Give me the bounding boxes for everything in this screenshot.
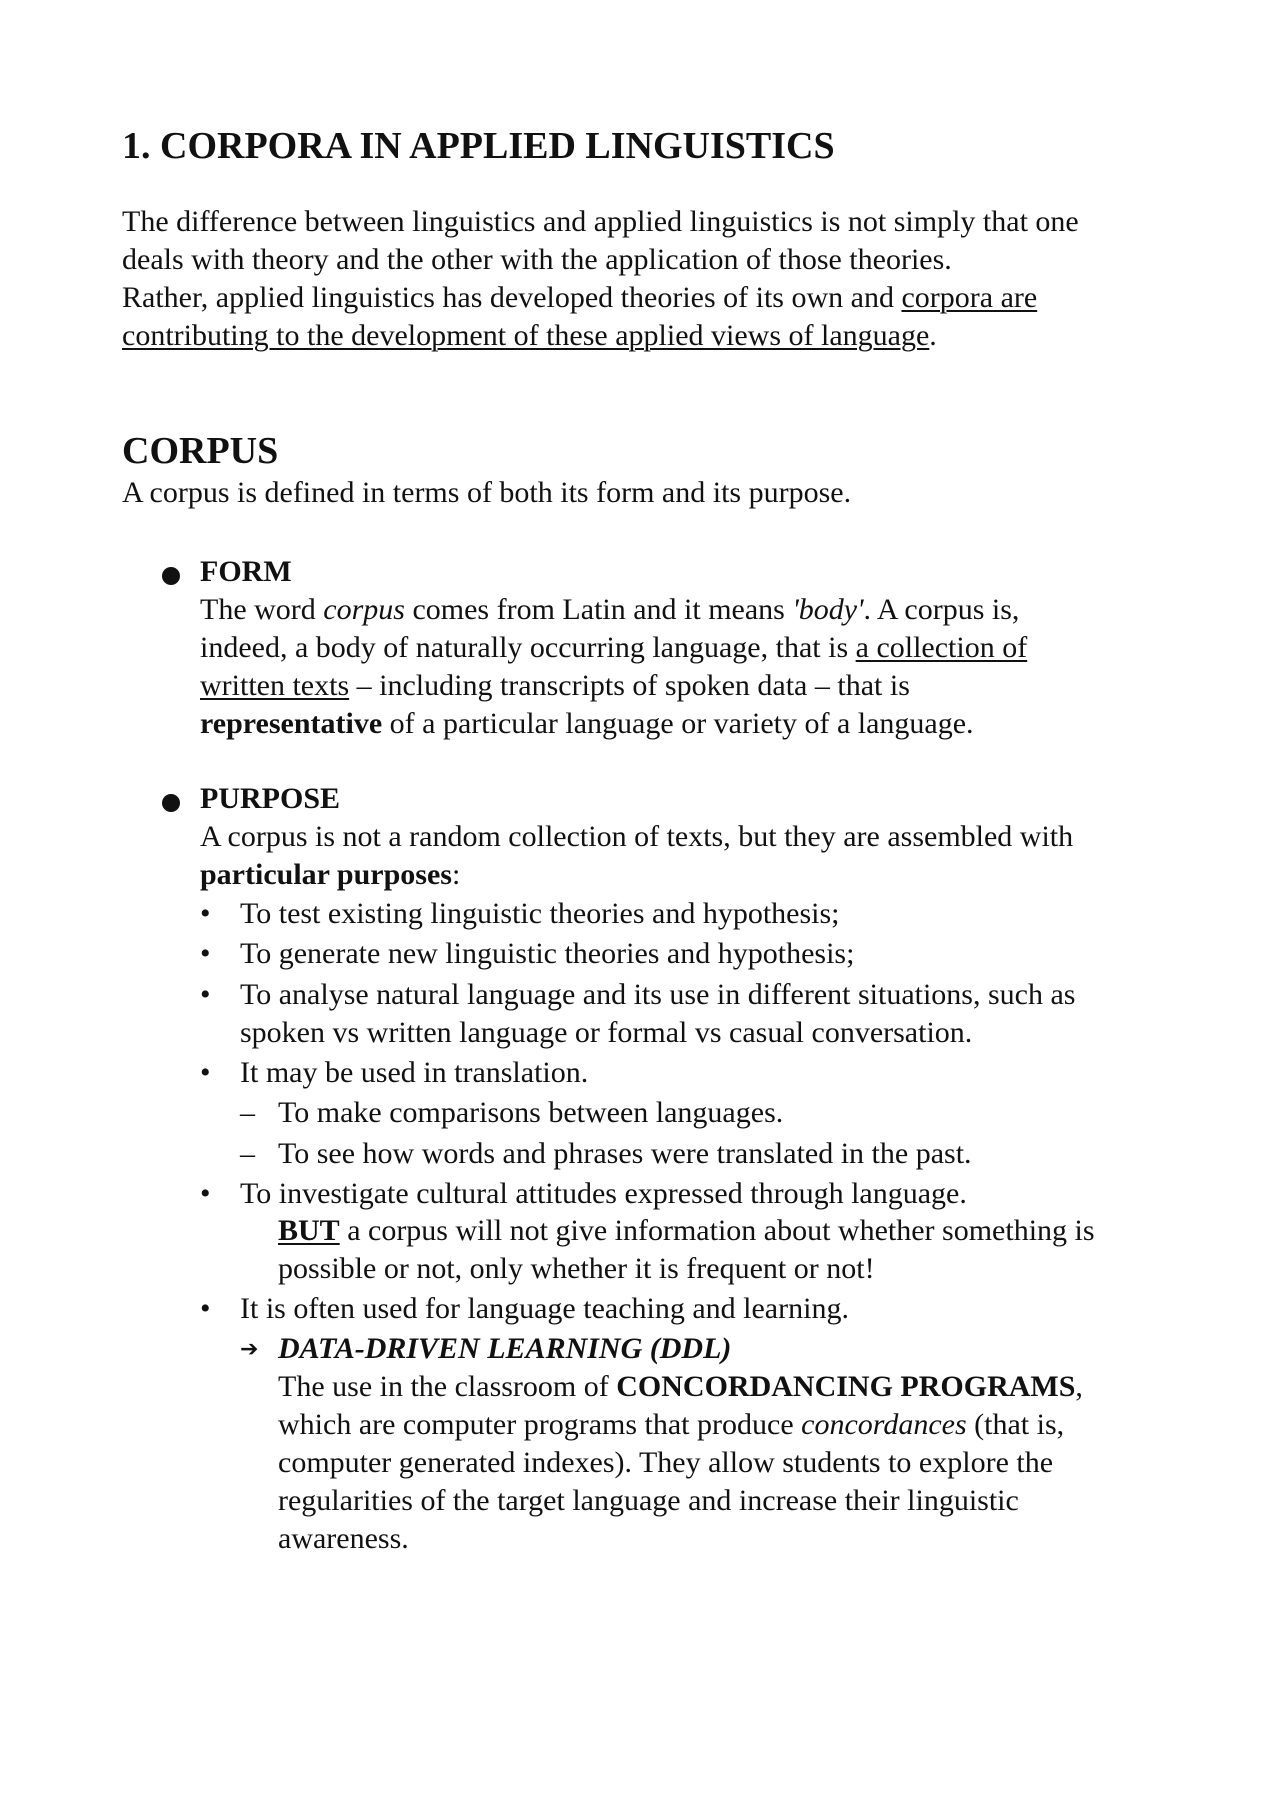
intro-period: . (929, 319, 937, 352)
intro-underlined-phrase-2: contributing to the development of these applied views of language (122, 319, 930, 352)
bullet-marker: • (200, 1177, 211, 1210)
form-representative-term: representative (200, 707, 383, 740)
form-heading: FORM (200, 555, 292, 588)
corpus-definition: A corpus is defined in terms of both its form and its purpose. (122, 476, 852, 509)
dash-marker: – (240, 1137, 255, 1170)
form-underlined-phrase: a collection of (855, 631, 1028, 664)
form-section (200, 553, 1027, 743)
intro-line-1: The difference between linguistics and applied linguistics is not simply that one (122, 205, 1079, 238)
form-body-term: 'body' (792, 593, 864, 626)
ddl-text: , (1075, 1370, 1083, 1403)
but-note-text: possible or not, only whether it is frequent or not! (278, 1252, 875, 1285)
form-text: The word (200, 593, 324, 626)
list-item-text (240, 976, 1075, 1052)
list-item-text: It is often used for language teaching and learning. (240, 1292, 849, 1325)
intro-underlined-phrase-1: corpora are (901, 281, 1038, 314)
bullet-marker: • (200, 937, 211, 970)
page-title: 1. CORPORA IN APPLIED LINGUISTICS (122, 125, 835, 167)
purpose-text: A corpus is not a random collection of texts, but they are assembled with (200, 820, 1074, 853)
purpose-colon: : (451, 858, 461, 891)
sub-list-item-text: To see how words and phrases were translated in the past. (278, 1137, 972, 1170)
but-note (278, 1212, 1095, 1288)
ddl-text: The use in the classroom of (278, 1370, 617, 1403)
ddl-heading: DATA-DRIVEN LEARNING (DDL) (278, 1332, 732, 1365)
form-corpus-term: corpus (323, 593, 405, 626)
bullet-marker: • (200, 1292, 211, 1325)
intro-line-2: deals with theory and the other with the application of those theories. (122, 243, 952, 276)
form-text: comes from Latin and it means (404, 593, 793, 626)
list-item-text: To investigate cultural attitudes expressed through language. (240, 1177, 967, 1210)
purpose-bold-phrase: particular purposes (200, 858, 452, 891)
list-item-text: To test existing linguistic theories and hypothesis; (240, 897, 840, 930)
bullet-marker: • (200, 897, 211, 930)
purpose-section (200, 780, 1073, 894)
ddl-description (278, 1368, 1083, 1558)
form-text: indeed, a body of naturally occurring language, that is (200, 631, 856, 664)
but-note-text: a corpus will not give information about whether something is (339, 1214, 1095, 1247)
arrow-icon: ➔ (240, 1336, 259, 1361)
purpose-bullet-dot (162, 794, 180, 812)
ddl-text: which are computer programs that produce (278, 1408, 802, 1441)
list-item-text: To generate new linguistic theories and hypothesis; (240, 937, 855, 970)
form-text: – including transcripts of spoken data – that is (349, 669, 910, 702)
ddl-text: awareness. (278, 1522, 409, 1555)
list-item-line: To analyse natural language and its use in different situations, such as (240, 978, 1076, 1011)
form-text: . A corpus is, (863, 593, 1020, 626)
form-underlined-phrase: written texts (200, 669, 350, 702)
purpose-heading: PURPOSE (200, 782, 341, 815)
sub-list-item-text: To make comparisons between languages. (278, 1096, 784, 1129)
list-item-text: It may be used in translation. (240, 1056, 589, 1089)
corpus-heading: CORPUS (122, 430, 279, 472)
ddl-concordancing-term: CONCORDANCING PROGRAMS (616, 1370, 1076, 1403)
but-word: BUT (278, 1214, 340, 1247)
bullet-marker: • (200, 1056, 211, 1089)
ddl-text: (that is, (966, 1408, 1065, 1441)
intro-line-3: Rather, applied linguistics has developed theories of its own and (122, 281, 902, 314)
dash-marker: – (240, 1096, 255, 1129)
intro-paragraph (122, 203, 1079, 355)
ddl-text: regularities of the target language and increase their linguistic (278, 1484, 1019, 1517)
ddl-text: computer generated indexes). They allow students to explore the (278, 1446, 1054, 1479)
ddl-concordances-term: concordances (801, 1408, 967, 1441)
list-item-line: spoken vs written language or formal vs casual conversation. (240, 1016, 973, 1049)
form-text: of a particular language or variety of a language. (382, 707, 974, 740)
bullet-marker: • (200, 978, 211, 1011)
form-bullet-dot (162, 567, 180, 585)
